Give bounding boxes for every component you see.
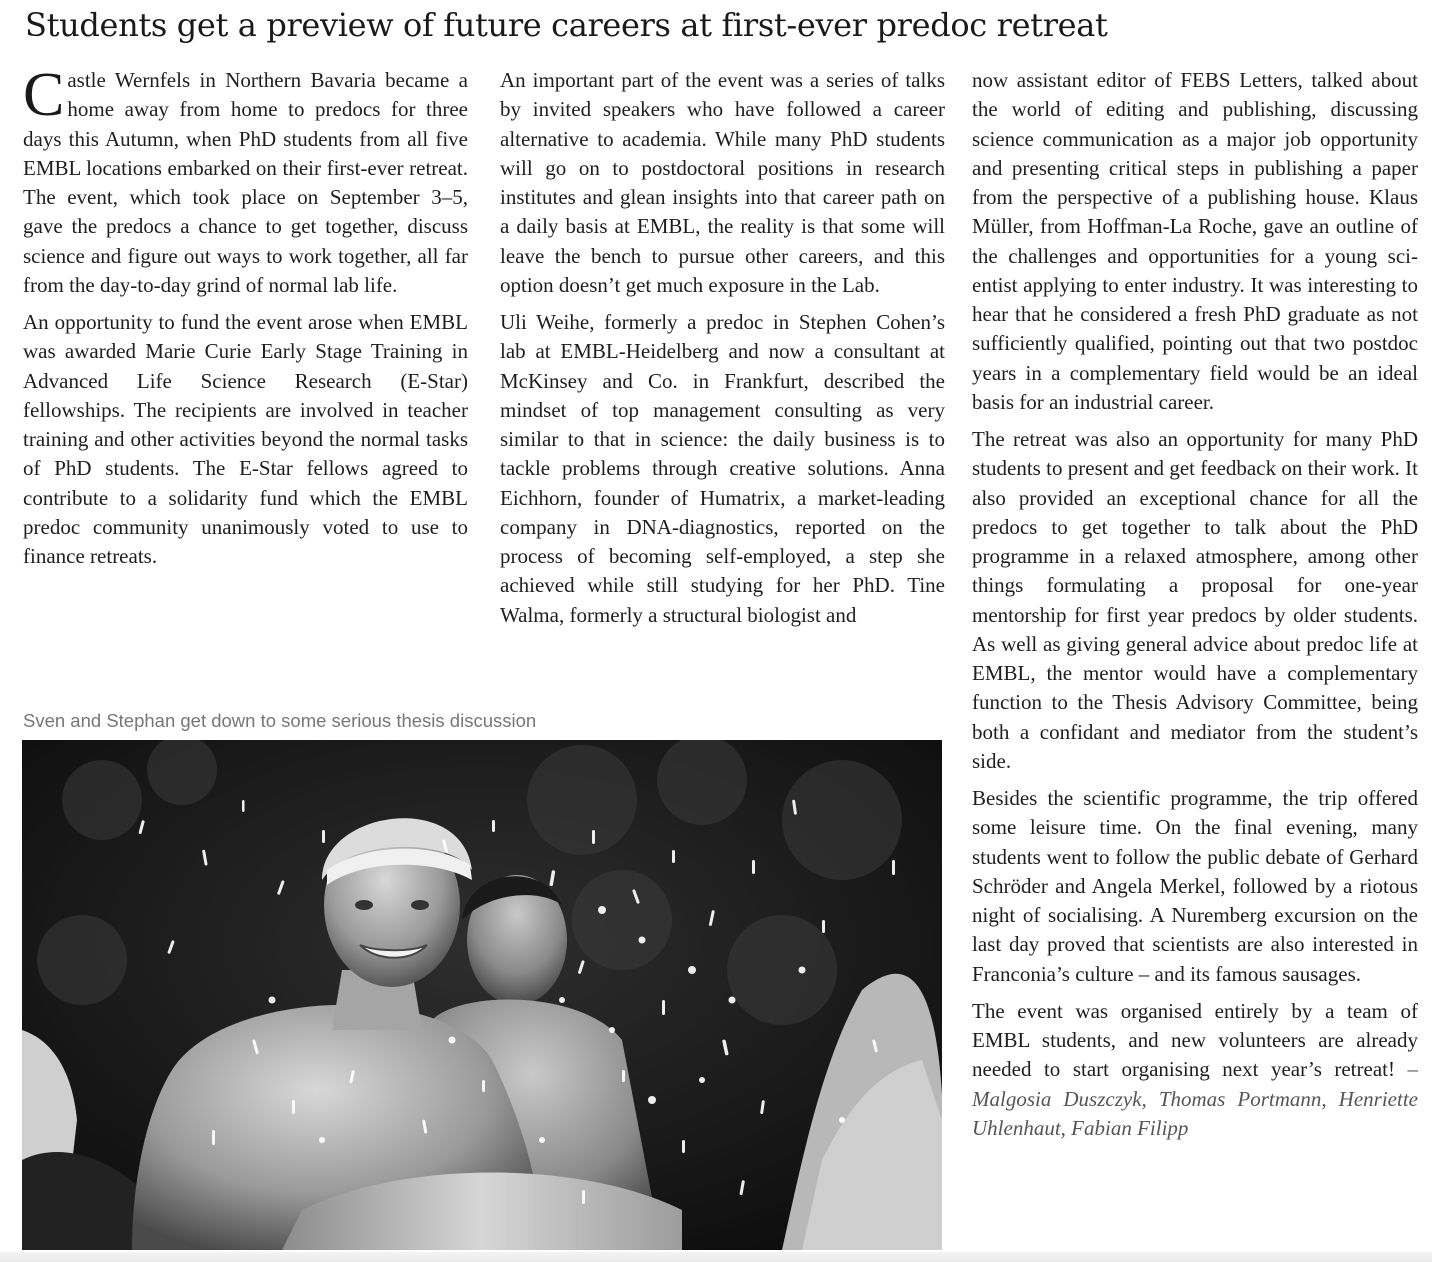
article-paragraph: now assistant editor of FEBS Letters, talked about the world of editing and publishing, discussing science communication as a major job opportunity and presenting critical steps in publishing a paper from the perspective of a publishing house. Klaus Müller, from Hoffman-La Roche, gave an outline of the challenges and opportunities for a young scientist applying to enter industry. It was interesting to hear that he considered a fresh PhD graduate as not sufficiently qualified, pointing out that two postdoc years in a complementary field would be an ideal basis for an industrial career.: [972, 68, 1418, 414]
photo-caption: Sven and Stephan get down to some serious thesis discussion: [23, 710, 537, 731]
article-paragraph-final: [972, 997, 1418, 1143]
article-paragraph: Besides the scientific programme, the trip offered some leisure time. On the final evening, many students went to follow the public debate of Gerhard Schröder and Angela Merkel, followed by a riotous night of socialising. A Nuremberg excursion on the last day proved that scientists are also interested in Franconia’s culture – and its famous sausages.: [972, 786, 1418, 986]
paragraph-text: The event was organised entirely by a team of EMBL students, and new volunteers are already needed to start organising next year’s retreat!: [972, 998, 1418, 1082]
drop-cap: C: [23, 61, 65, 129]
paragraph-text: astle Wernfels in Northern Bavaria became a home away from home to predocs for three days this Autumn, when PhD students from all five EMBL locations embarked on their first-ever retreat. The event, which took place on September 3–5, gave the predocs a chance to get together, discuss science and figure out ways to work together, all far from the day-to-day grind of normal lab life.: [23, 68, 468, 297]
article-photo: [22, 740, 942, 1250]
article-paragraph: The retreat was also an opportunity for many PhD students to present and get feedback on their work. It also provided an exceptional chance for all the predocs to get together to talk about the PhD programme in a relaxed atmosphere, among other things formulating a proposal for one-year mentorship for first year predocs by older students. As well as giving general advice about predoc life at EMBL, the mentor would have a complementary function to the Thesis Advisory Committee, being both a confidant and mediator from the student’s side.: [972, 427, 1418, 773]
article-paragraph: An opportunity to fund the event arose when EMBL was awarded Marie Curie Early Stage Training in Advanced Life Science Research (E-Star) fellowships. The recipients are involved in teacher training and other activities beyond the normal tasks of PhD students. The E-Star fellows agreed to contribute to a solidarity fund which the EMBL predoc community unanimously voted to use to finance retreats.: [23, 310, 468, 568]
article-column-2: [500, 66, 945, 638]
page-bottom-edge: [0, 1252, 1432, 1262]
article-column-3: [972, 66, 1418, 1151]
author-byline: – Malgosia Duszczyk, Thomas Portmann, Henriette Uhlenhaut, Fabian Filipp: [972, 1057, 1418, 1140]
article-paragraph: [23, 61, 468, 300]
photo-illustration: [22, 740, 942, 1250]
article-paragraph: An important part of the event was a series of talks by invited speakers who have followed a career alternative to academia. While many PhD students will go on to postdoctoral positions in research institutes and glean insights into that career path on a daily basis at EMBL, the reality is that some will leave the bench to pursue other careers, and this option doesn’t get much exposure in the Lab.: [500, 68, 945, 297]
article-headline: Students get a preview of future careers at first-ever predoc retreat: [25, 6, 1108, 44]
article-paragraph: Uli Weihe, formerly a predoc in Stephen Cohen’s lab at EMBL-Heidelberg and now a consultant at McKinsey and Co. in Frankfurt, described the mindset of top management consulting as very similar to that in science: the daily business is to tackle problems through creative solutions. Anna Eichhorn, founder of Humatrix, a market-leading company in DNA-diagnostics, reported on the process of becoming self-employed, a step she achieved while still studying for her PhD. Tine Walma, formerly a structural biologist and: [500, 310, 945, 627]
article-column-1: [23, 61, 468, 579]
